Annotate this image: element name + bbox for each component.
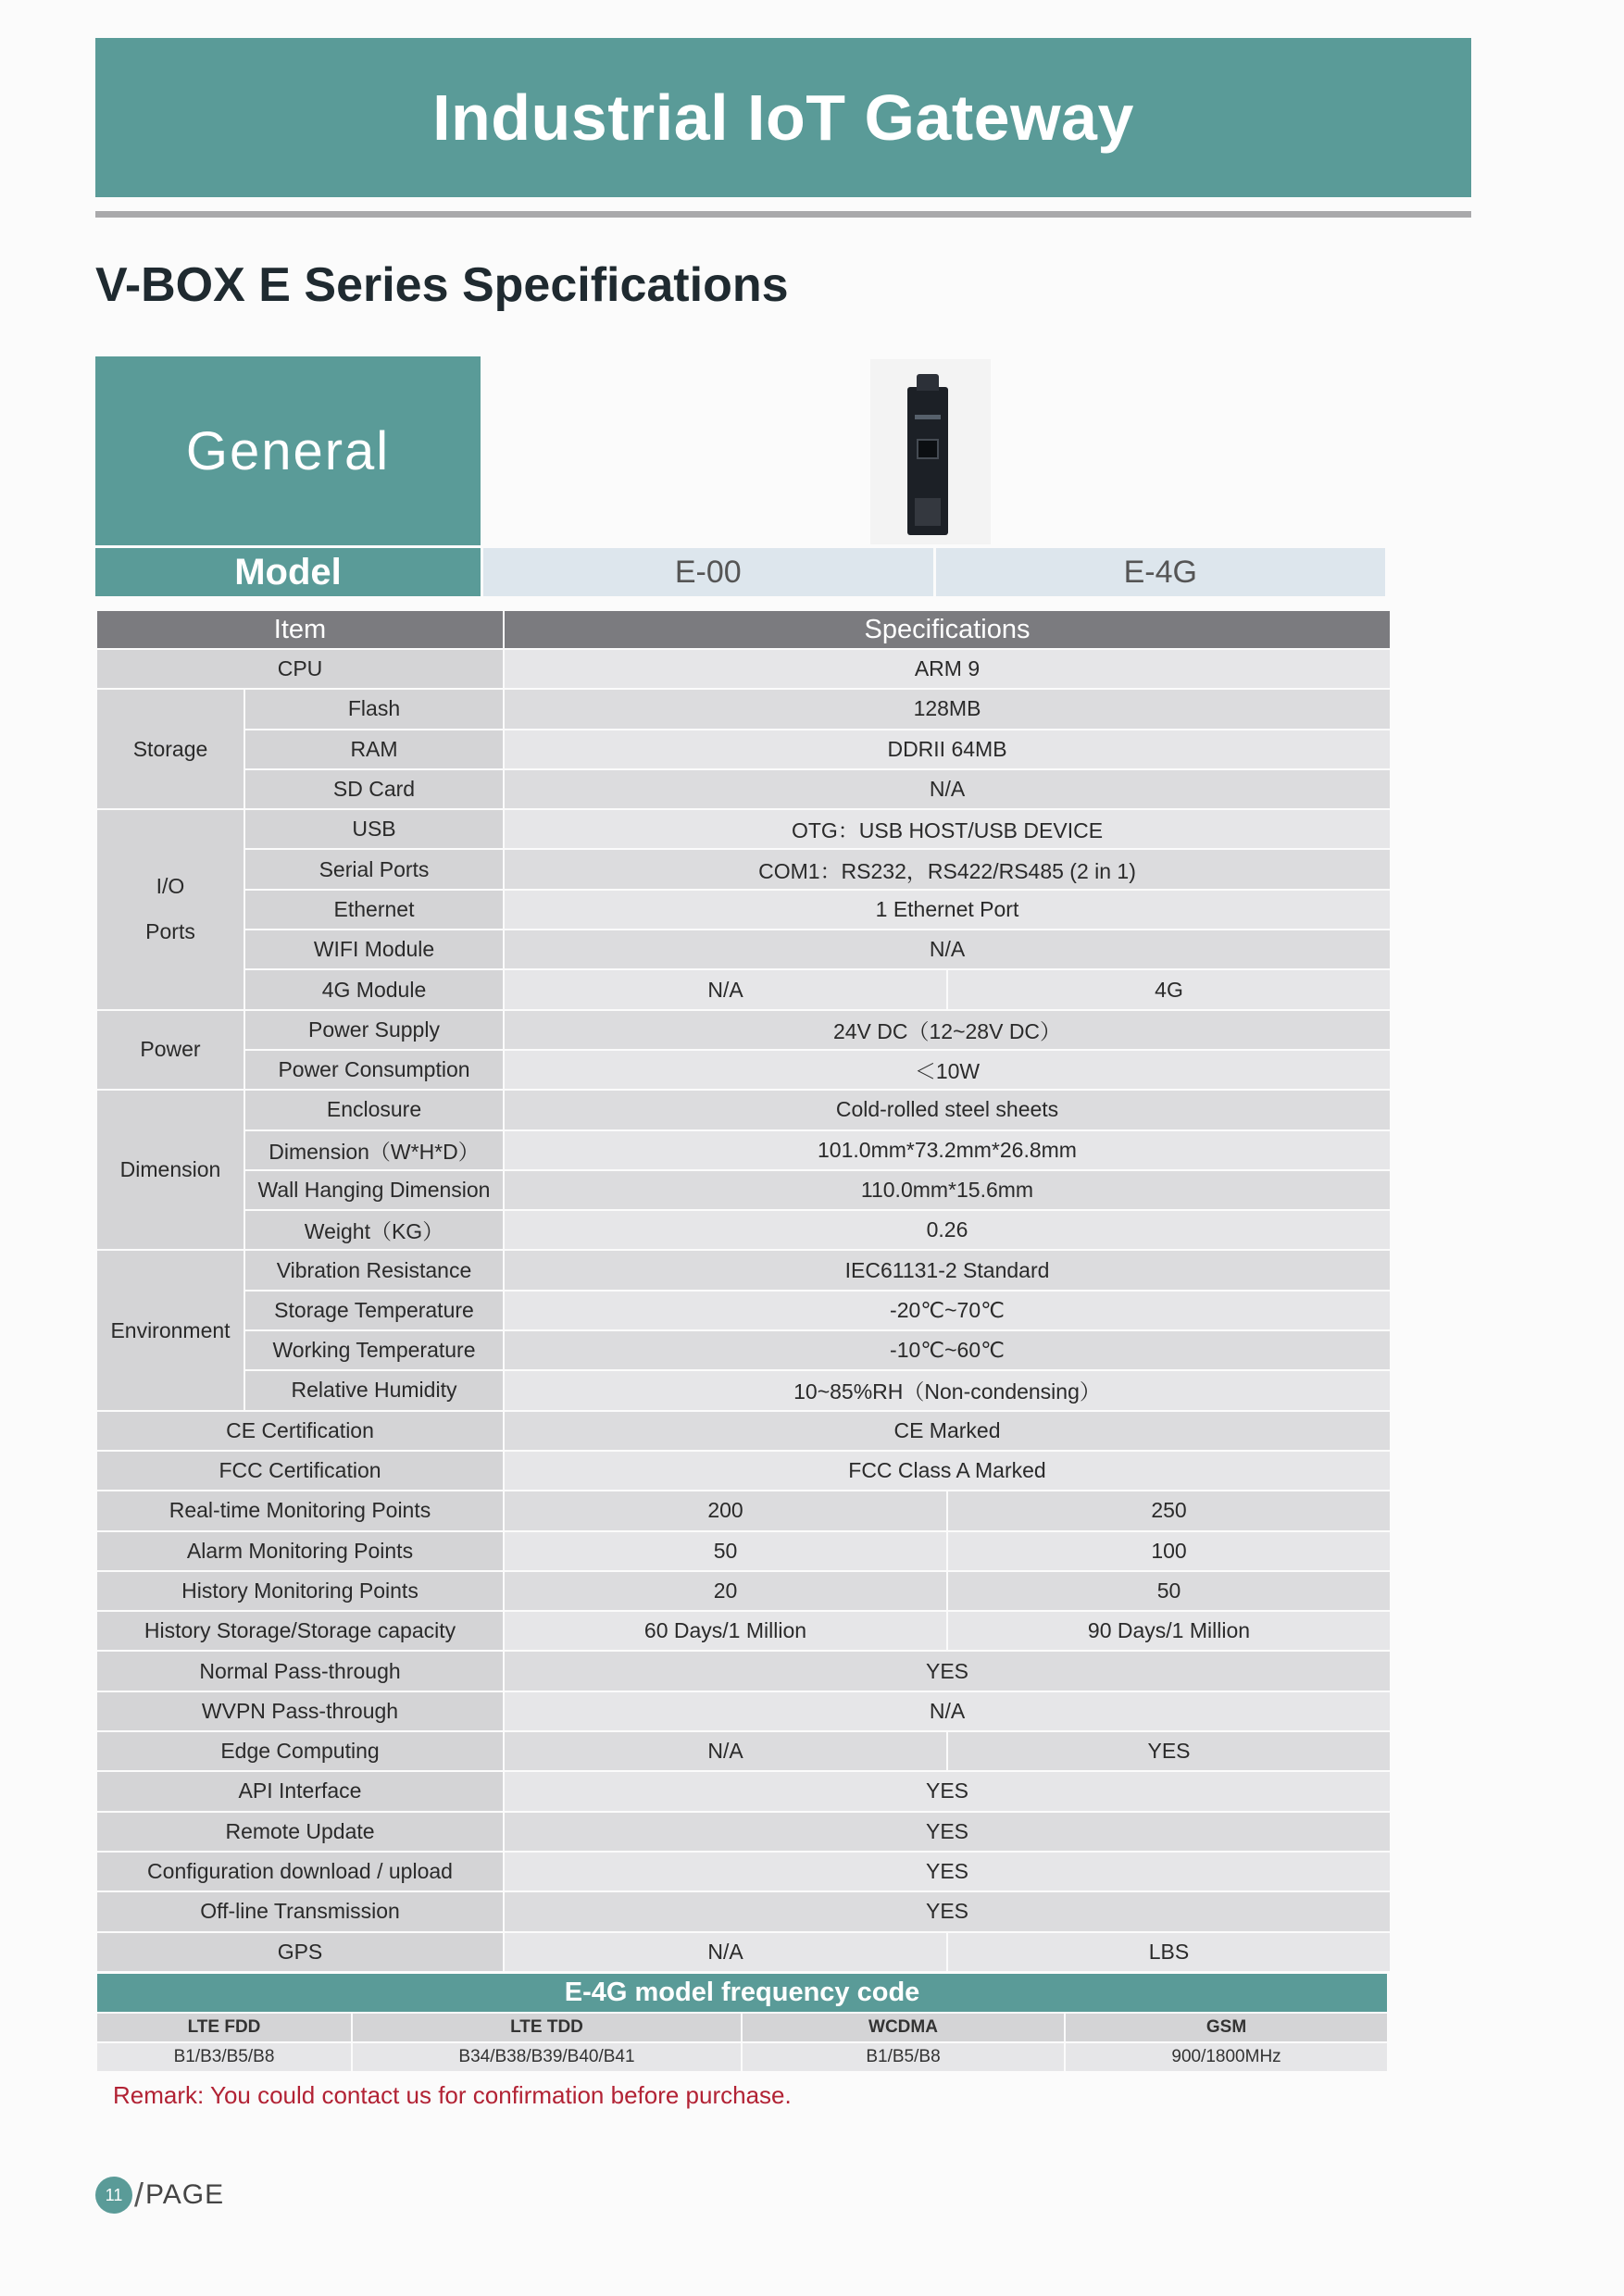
group-dimension: Dimension	[96, 1090, 244, 1250]
table-row: Working Temperature -10℃~60℃	[96, 1330, 1391, 1370]
table-row: Weight（KG） 0.26	[96, 1210, 1391, 1250]
table-row: CPU ARM 9	[96, 649, 1391, 689]
table-row: WIFI Module N/A	[96, 930, 1391, 969]
general-section-label: General	[95, 356, 481, 545]
model-label: Model	[95, 548, 481, 596]
table-row: Relative Humidity 10~85%RH（Non-condensing）	[96, 1370, 1391, 1410]
group-environment: Environment	[96, 1250, 244, 1410]
page-slash: /	[134, 2176, 144, 2214]
page-number	[95, 2176, 224, 2215]
spec-header-row	[96, 610, 1391, 649]
table-row: GPS N/A LBS	[96, 1932, 1391, 1972]
table-row: API Interface YES	[96, 1771, 1391, 1811]
product-image	[870, 359, 991, 544]
header-banner	[95, 38, 1471, 197]
table-row: Wall Hanging Dimension 110.0mm*15.6mm	[96, 1170, 1391, 1210]
table-row: WVPN Pass-through N/A	[96, 1691, 1391, 1731]
group-power: Power	[96, 1010, 244, 1091]
header-specs: Specifications	[504, 610, 1391, 649]
group-storage: Storage	[96, 689, 244, 809]
spec-table	[95, 609, 1392, 1973]
banner-title: Industrial IoT Gateway	[432, 81, 1134, 154]
frequency-header-row: LTE FDD LTE TDD WCDMA GSM	[96, 2013, 1388, 2042]
table-row: Remote Update YES	[96, 1812, 1391, 1852]
banner-divider	[95, 211, 1471, 218]
table-row: I/O Ports USB OTG：USB HOST/USB DEVICE	[96, 809, 1391, 849]
table-row: CE Certification CE Marked	[96, 1411, 1391, 1451]
gateway-device-icon	[907, 387, 948, 535]
table-row: Environment Vibration Resistance IEC61131-2 Standard	[96, 1250, 1391, 1290]
table-row: Serial Ports COM1：RS232，RS422/RS485 (2 in 1)	[96, 849, 1391, 889]
table-row: Configuration download / upload YES	[96, 1852, 1391, 1891]
table-row: 4G Module N/A 4G	[96, 969, 1391, 1009]
page-title: V-BOX E Series Specifications	[95, 258, 789, 312]
table-row: Edge Computing N/A YES	[96, 1731, 1391, 1771]
model-e00: E-00	[483, 548, 933, 596]
table-row: FCC Certification FCC Class A Marked	[96, 1451, 1391, 1491]
table-row: Storage Flash 128MB	[96, 689, 1391, 729]
table-row: Power Consumption ＜10W	[96, 1050, 1391, 1090]
table-row: Dimension Enclosure Cold-rolled steel sheets	[96, 1090, 1391, 1129]
table-row: SD Card N/A	[96, 769, 1391, 809]
header-item: Item	[96, 610, 504, 649]
table-row: RAM DDRII 64MB	[96, 730, 1391, 769]
group-io-ports: I/O Ports	[96, 809, 244, 1009]
frequency-table	[95, 1972, 1389, 2073]
table-row: Alarm Monitoring Points 50 100	[96, 1531, 1391, 1571]
table-row: Off-line Transmission YES	[96, 1891, 1391, 1931]
model-e4g: E-4G	[936, 548, 1386, 596]
table-row: Power Power Supply 24V DC（12~28V DC）	[96, 1010, 1391, 1050]
table-row: Dimension（W*H*D） 101.0mm*73.2mm*26.8mm	[96, 1130, 1391, 1170]
table-row: History Monitoring Points 20 50	[96, 1571, 1391, 1611]
table-row: Real-time Monitoring Points 200 250	[96, 1491, 1391, 1530]
remark-text: Remark: You could contact us for confirmation before purchase.	[113, 2081, 792, 2109]
frequency-title: E-4G model frequency code	[96, 1973, 1388, 2013]
page-label: PAGE	[145, 2179, 225, 2210]
page-number-badge: 11	[95, 2177, 132, 2214]
frequency-value-row: B1/B3/B5/B8 B34/B38/B39/B40/B41 B1/B5/B8 900/1800MHz	[96, 2042, 1388, 2072]
table-row: Normal Pass-through YES	[96, 1651, 1391, 1691]
table-row: History Storage/Storage capacity 60 Days/1 Million 90 Days/1 Million	[96, 1611, 1391, 1651]
model-row	[95, 548, 1385, 596]
table-row: Ethernet 1 Ethernet Port	[96, 890, 1391, 930]
table-row: Storage Temperature -20℃~70℃	[96, 1291, 1391, 1330]
